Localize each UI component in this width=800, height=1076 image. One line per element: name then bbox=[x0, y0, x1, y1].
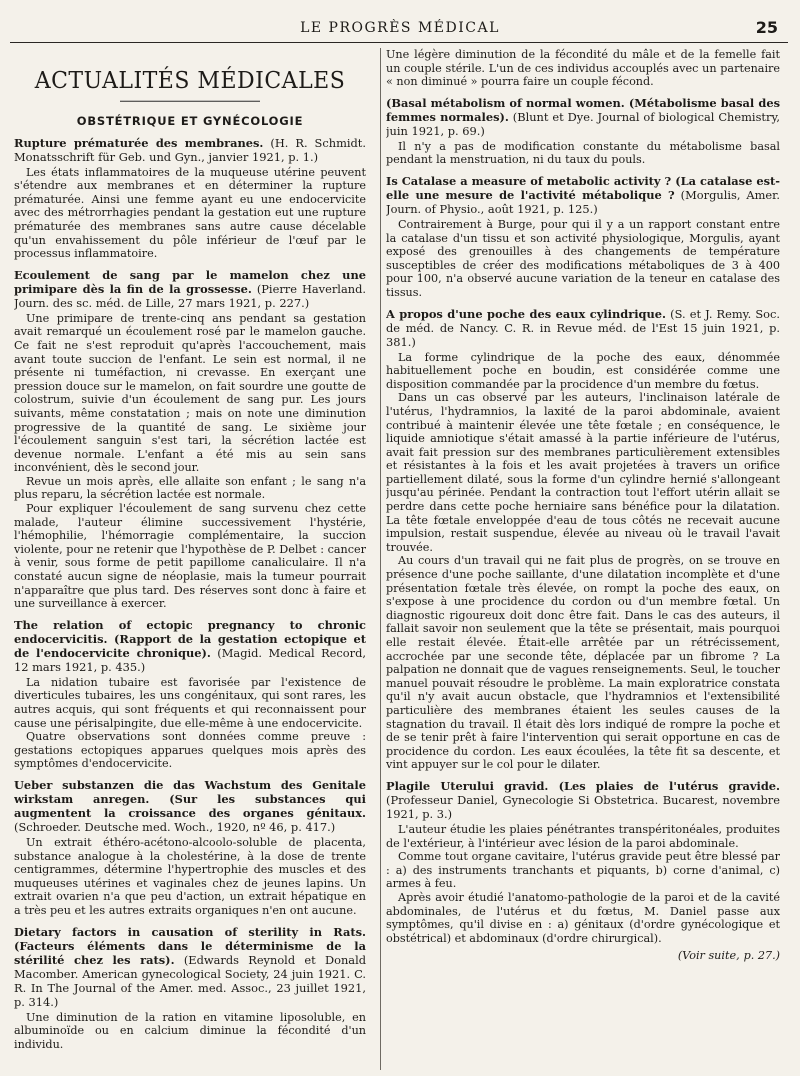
article-paragraph: Pour expliquer l'écoulement de sang survenu chez cette malade, l'auteur élimine successivement l'hystérie, l'hémophilie, l'hémorragie complémentaire, la succion violente, pour ne retenir que l'hypothèse de P. Delbet : cancer à venir, sous forme de petit papillome canaliculaire. Il n'a constaté aucun signe de néoplasie, mais la tumeur pourrait n'apparaître que plus tard. Des réserves sont donc à faire et une surveillance à exercer. bbox=[14, 502, 366, 611]
page-header bbox=[0, 16, 800, 46]
article-heading bbox=[14, 618, 366, 674]
article bbox=[386, 174, 780, 300]
article-reference: (Pierre Haverland. Journ. des sc. méd. de Lille, 27 mars 1921, p. 227.) bbox=[14, 281, 366, 310]
article-reference: (Edwards Reynold et Donald Macomber. American gynecological Society, 24 juin 1921. C. R. In The Journal of the Amer. med. Assoc., 23 juillet 1921, p. 314.) bbox=[14, 952, 366, 1009]
article-title: Ecoulement de sang par le mamelon chez une primipare dès la fin de la grossesse. bbox=[14, 267, 366, 296]
article-reference: (Magid. Medical Record, 12 mars 1921, p. 435.) bbox=[14, 645, 366, 674]
article-paragraph: Dans un cas observé par les auteurs, l'inclinaison latérale de l'utérus, l'hydramnios, la laxité de la paroi abdominale, avaient contribué à maintenir élevée une tête fœtale ; en conséquence, le liquide amniotique s'était amassé à la partie inférieure de l'utérus, avait fait pression sur des membranes particulièrement extensibles et résistantes à la fois et les avait projetées à travers un orifice partiellement dilaté, sous la forme d'un cylindre hernié s'allongeant jusqu'au périnée. Pendant la contraction tout l'effort utérin allait se perdre dans cette poche herniaire sans bénéfice pour la dilatation. La tête fœtale enveloppée d'eau de tous côtés ne recevait aucune impulsion, restait suspendue, élevée au niveau où le travail l'avait trouvée. bbox=[386, 391, 780, 554]
article-title: (Basal métabolism of normal women. (Métabolisme basal des femmes normales). bbox=[386, 95, 780, 124]
article-paragraph: Contrairement à Burge, pour qui il y a un rapport constant entre la catalase d'un tissu et son activité physiologique, Morgulis, ayant exposé des grenouilles à des changements de température susceptibles de créer des modifications métaboliques de 3 à 400 pour 100, n'a observé aucune variation de la teneur en catalase des tissus. bbox=[386, 217, 780, 299]
article bbox=[386, 779, 780, 945]
article-paragraph-continued: Une légère diminution de la fécondité du mâle et de la femelle fait un couple stérile. L'un de ces individus accouplés avec un partenaire « non diminué » pourra faire un couple fécond. bbox=[386, 48, 780, 89]
article bbox=[14, 136, 366, 261]
article-reference: (Schroeder. Deutsche med. Woch., 1920, nº 46, p. 417.) bbox=[14, 819, 336, 834]
article-reference: (S. et J. Remy. Soc. de méd. de Nancy. C. R. in Revue méd. de l'Est 15 juin 1921, p. 381.) bbox=[386, 306, 780, 349]
article-heading bbox=[386, 96, 780, 138]
section-title-rule bbox=[120, 101, 261, 102]
article-paragraph: Quatre observations sont données comme preuve : gestations ectopiques apparues quelques mois après des symptômes d'endocervicite. bbox=[14, 730, 366, 771]
article-title: Plagile Uterului gravid. (Les plaies de l'utérus gravide. bbox=[386, 778, 780, 793]
article-heading bbox=[386, 779, 780, 821]
article bbox=[14, 778, 366, 918]
article-paragraph: Comme tout organe cavitaire, l'utérus gravide peut être blessé par : a) des instruments tranchants et piquants, b) corne d'animal, c) armes à feu. bbox=[386, 850, 780, 891]
article-heading bbox=[14, 925, 366, 1009]
article-title: Dietary factors in causation of sterility in Rats. (Facteurs éléments dans le déterminisme de la stérilité chez les rats). bbox=[14, 924, 366, 967]
article-title: Rupture prématurée des membranes. bbox=[14, 135, 264, 150]
continued-page: p. 27.) bbox=[743, 949, 780, 963]
column-divider bbox=[380, 48, 381, 1070]
article-title: The relation of ectopic pregnancy to chronic endocervicitis. (Rapport de la gestation ectopique et de l'endocervicite chronique). bbox=[14, 617, 366, 660]
journal-title: LE PROGRÈS MÉDICAL bbox=[300, 20, 500, 36]
article-paragraph: La forme cylindrique de la poche des eaux, dénommée habituellement poche en boudin, est considérée comme une disposition commandée par la procidence d'un membre du fœtus. bbox=[386, 350, 780, 391]
article-reference: (Blunt et Dye. Journal of biological Chemistry, juin 1921, p. 69.) bbox=[386, 109, 780, 138]
article bbox=[386, 307, 780, 772]
article-reference: (H. R. Schmidt. Monatsschrift für Geb. und Gyn., janvier 1921, p. 1.) bbox=[14, 135, 366, 164]
article-title: Ueber substanzen die das Wachstum des Genitale wirkstam anregen. (Sur les substances qui augmentent la croissance des organes génitaux. bbox=[14, 777, 366, 820]
article bbox=[14, 925, 366, 1052]
article-paragraph: Revue un mois après, elle allaite son enfant ; le sang n'a plus reparu, la sécrétion lactée est normale. bbox=[14, 474, 366, 502]
article-paragraph: L'auteur étudie les plaies pénétrantes transpéritonéales, produites de l'extérieur, à l'intérieur avec lésion de la paroi abdominale. bbox=[386, 822, 780, 850]
continued-label: (Voir suite, bbox=[677, 949, 740, 963]
article-paragraph: Un extrait éthéro-acétono-alcoolo-soluble de placenta, substance analogue à la cholestérine, à la dose de trente centigrammes, détermine l'hypertrophie des muscles et des muqueuses utérines et vaginales chez de jeunes lapins. Un extrait ovarien n'a que peu d'action, un extrait hépatique en a très peu et les autres extraits organiques n'en ont aucune. bbox=[14, 835, 366, 917]
article bbox=[386, 96, 780, 167]
article-reference: (Professeur Daniel, Gynecologie Si Obstetrica. Bucarest, novembre 1921, p. 3.) bbox=[386, 792, 780, 821]
right-column bbox=[386, 48, 780, 1070]
section-title-text: ACTUALITÉS MÉDICALES bbox=[34, 68, 346, 95]
article-title: Is Catalase a measure of metabolic activity ? (La catalase est-elle une mesure de l'activité métabolique ? bbox=[386, 173, 780, 202]
subsection-title: OBSTÉTRIQUE ET GYNÉCOLOGIE bbox=[76, 114, 304, 128]
article-paragraph: Une diminution de la ration en vitamine liposoluble, en albuminoïde ou en calcium diminue la fécondité d'un individu. bbox=[14, 1010, 366, 1051]
page-number: 25 bbox=[755, 18, 778, 37]
continued-note bbox=[386, 949, 780, 963]
section-title bbox=[14, 69, 366, 102]
article-heading bbox=[14, 268, 366, 310]
left-column bbox=[14, 48, 366, 1070]
article-heading bbox=[386, 307, 780, 349]
article-heading bbox=[14, 136, 366, 164]
article-paragraph: Une primipare de trente-cinq ans pendant sa gestation avait remarqué un écoulement rosé par le mamelon gauche. Ce fait ne s'est reproduit qu'après l'accouchement, mais avant toute succion de l'enfant. Le sein est normal, il ne présente ni tuméfaction, ni crevasse. En exerçant une pression douce sur le mamelon, on fait sourdre une goutte de colostrum, suivie d'un écoulement de sang pur. Les jours suivants, même constatation ; mais on note une diminution progressive de la quantité de sang. Le sixième jour l'écoulement sanguin s'est tari, la sécrétion lactée est devenue normale. L'enfant a été mis au sein sans inconvénient, dès le second jour. bbox=[14, 311, 366, 475]
article-paragraph: Il n'y a pas de modification constante du métabolisme basal pendant la menstruation, ni du taux du pouls. bbox=[386, 139, 780, 167]
article-heading bbox=[14, 778, 366, 834]
article bbox=[14, 268, 366, 611]
article-reference: (Morgulis, Amer. Journ. of Physio., août 1921, p. 125.) bbox=[386, 187, 780, 216]
article-heading bbox=[386, 174, 780, 216]
article-paragraph: Les états inflammatoires de la muqueuse utérine peuvent s'étendre aux membranes et en déterminer la rupture prématurée. Ainsi une femme ayant eu une endocervicite avec des métrorrhagies pendant la gestation eut une rupture prématurée des membranes sans autre cause décelable qu'un envahissement du pôle inférieur de l'œuf par le processus inflammatoire. bbox=[14, 165, 366, 261]
article-paragraph: La nidation tubaire est favorisée par l'existence de diverticules tubaires, les uns congénitaux, qui sont rares, les autres acquis, qui sont fréquents et qui reconnaissent pour cause une périsalpingite, due elle-même à une endocervicite. bbox=[14, 675, 366, 730]
article-title: A propos d'une poche des eaux cylindrique. bbox=[386, 306, 666, 321]
header-rule bbox=[10, 42, 788, 43]
article-paragraph: Après avoir étudié l'anatomo-pathologie de la paroi et de la cavité abdominales, de l'utérus et du fœtus, M. Daniel passe aux symptômes, qu'il divise en : a) génitaux (d'ordre gynécologique et obstétrical) et abdominaux (d'ordre chirurgical). bbox=[386, 890, 780, 945]
article bbox=[14, 618, 366, 771]
article-paragraph: Au cours d'un travail qui ne fait plus de progrès, on se trouve en présence d'une poche saillante, d'une dilatation incomplète et d'une présentation fœtale très élevée, on rompt la poche des eaux, on s'expose à une procidence du cordon ou d'un membre fœtal. Un diagnostic rigoureux doit donc être fait. Dans le cas des auteurs, il fallait savoir non seulement que la tête se présentait, mais pourquoi elle restait élevée. Était-elle arrêtée par un rétrécissement, accrochée par une seconde tête, déplacée par un fibrome ? La palpation ne donnait que de vagues renseignements. Seul, le toucher manuel pouvait résoudre le problème. La main exploratrice constata qu'il n'y avait aucun obstacle, que l'hydramnios et l'extensibilité particulière des membranes étaient les seules causes de la stagnation du travail. Il était dès lors indiqué de rompre la poche et de se tenir prêt à faire l'intervention qui serait opportune en cas de procidence du cordon. Les eaux écoulées, la tête fit sa descente, et vint appuyer sur le col pour le dilater. bbox=[386, 554, 780, 772]
